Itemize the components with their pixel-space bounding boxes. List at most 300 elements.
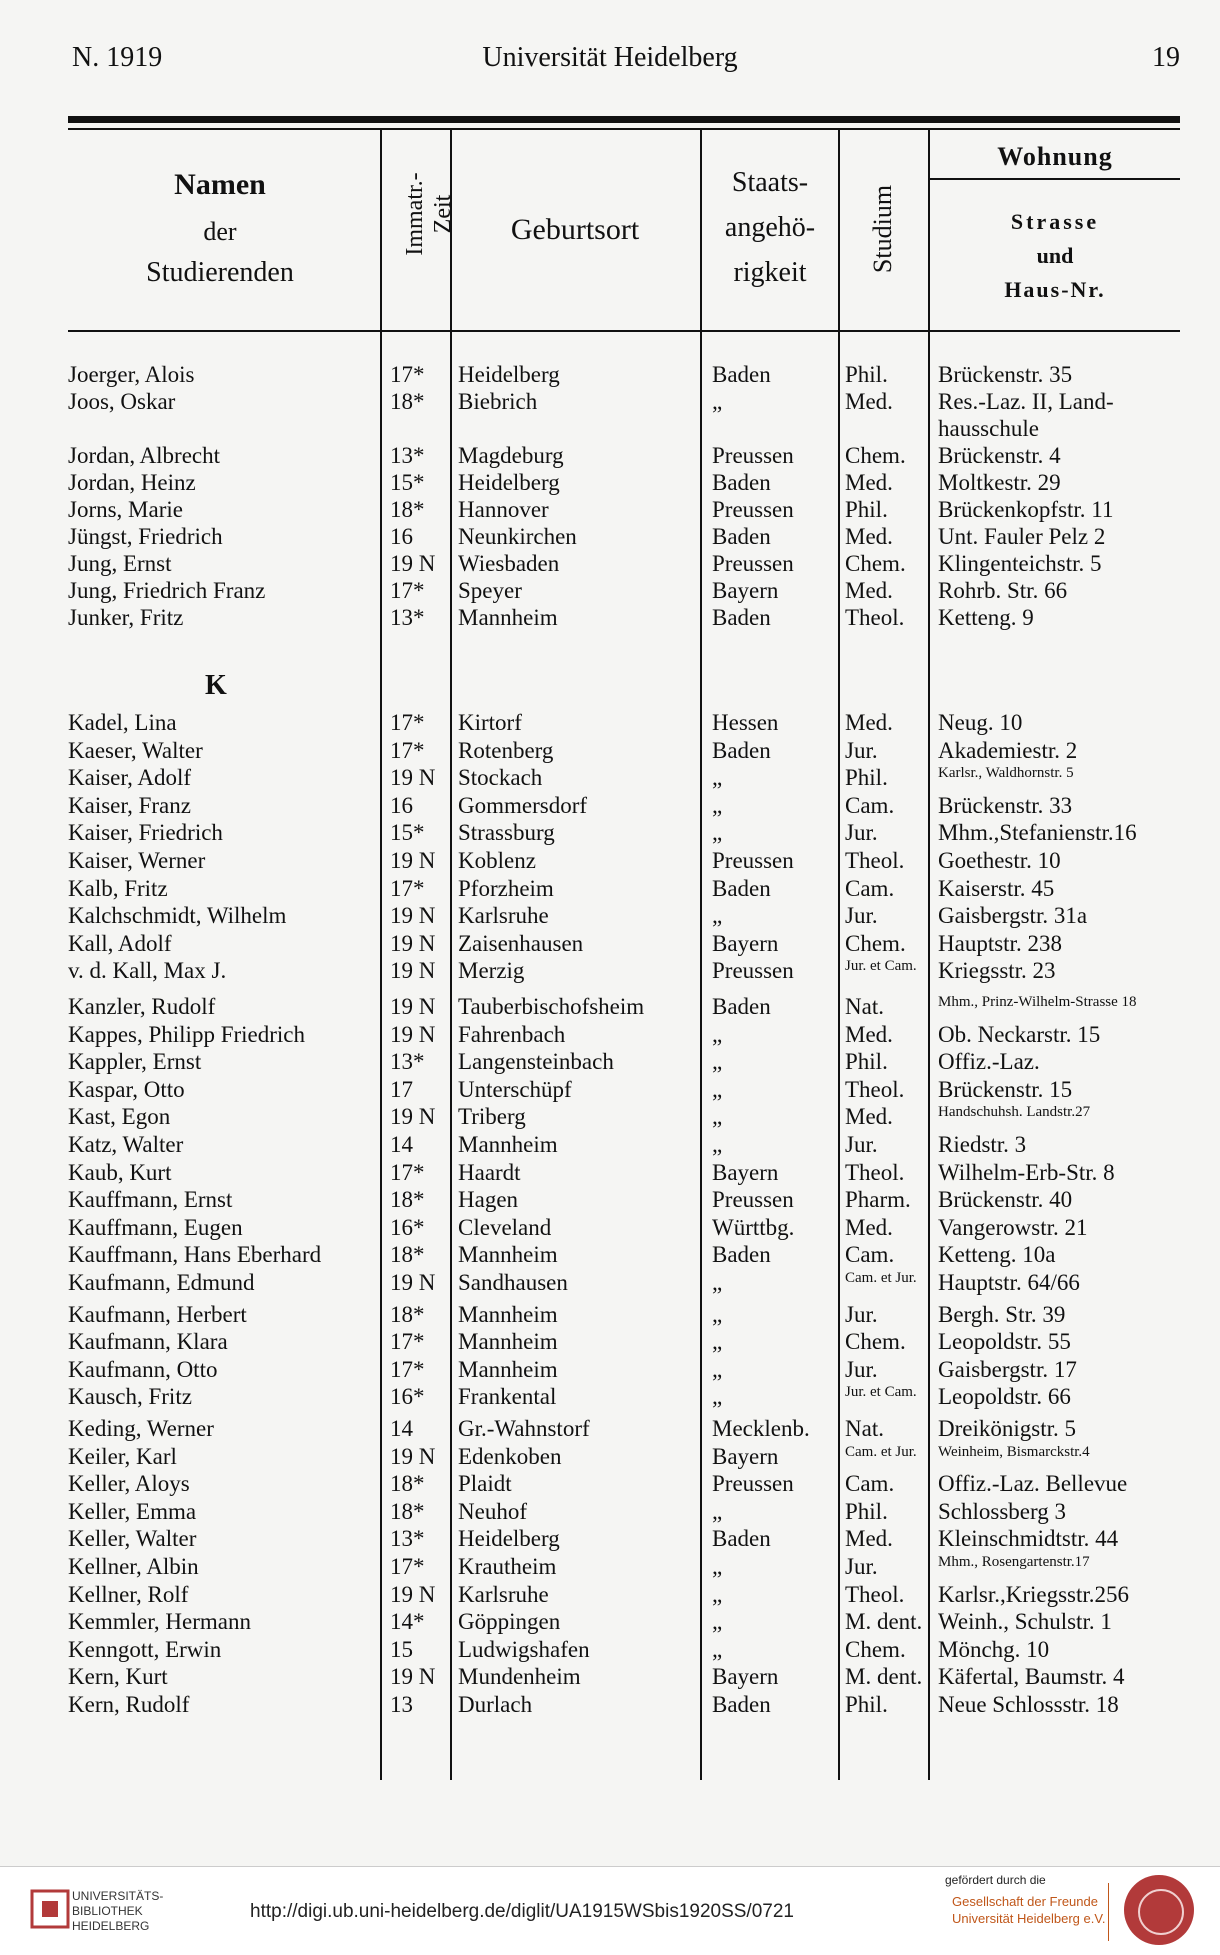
cell-staat: Bayern — [712, 1443, 779, 1469]
cell-staat: Bayern — [712, 578, 779, 603]
cell-wohn: Schlossberg 3 — [938, 1498, 1066, 1524]
cell-staat: „ — [712, 765, 723, 791]
cell-wohn: Ob. Neckarstr. 15 — [938, 1021, 1101, 1047]
cell-staat: Hessen — [712, 710, 779, 735]
cell-stud: Jur. et Cam. — [845, 1384, 917, 1401]
top-rule-thick — [68, 116, 1180, 123]
cell-stud: Med. — [845, 1104, 893, 1130]
cell-staat: Preussen — [712, 443, 794, 468]
cell-stud: Cam. — [845, 875, 895, 901]
cell-zeit: 13* — [390, 443, 425, 468]
cell-staat: Baden — [712, 1242, 771, 1268]
col-divider — [380, 130, 382, 1780]
cell-wohn: Rohrb. Str. 66 — [938, 578, 1068, 603]
cell-name: v. d. Kall, Max J. — [68, 958, 227, 984]
cell-zeit: 13* — [390, 605, 425, 630]
cell-name: Jung, Friedrich Franz — [68, 578, 266, 603]
cell-staat: „ — [712, 820, 723, 846]
header-bottom-rule — [68, 330, 1180, 332]
cell-ort: Mannheim — [458, 1329, 558, 1355]
cell-wohn: Kaiserstr. 45 — [938, 875, 1055, 901]
cell-zeit: 19 N — [390, 994, 436, 1019]
cell-staat: Baden — [712, 524, 771, 549]
cell-ort: Langensteinbach — [458, 1049, 614, 1075]
cell-zeit: 19 N — [390, 1581, 436, 1607]
col-header-zeit-2: Zeit — [430, 194, 456, 234]
col-divider — [450, 130, 452, 1780]
col-divider — [838, 130, 840, 1780]
col-divider — [700, 130, 702, 1780]
cell-ort: Heidelberg — [458, 362, 560, 387]
cell-name: Kenngott, Erwin — [68, 1636, 222, 1662]
col-header-strasse-1: Strasse — [1010, 209, 1100, 234]
cell-ort: Mannheim — [458, 1356, 558, 1382]
cell-name: Kaiser, Friedrich — [68, 820, 223, 846]
source-url-link[interactable]: http://digi.ub.uni-heidelberg.de/diglit/UA1915WSbis1920SS/0721 — [250, 1901, 794, 1922]
library-name — [72, 1889, 163, 1934]
cell-zeit: 19 N — [390, 1021, 436, 1047]
section-letter: K — [205, 670, 227, 701]
cell-stud: Med. — [845, 1526, 893, 1552]
cell-stud: Cam. — [845, 792, 895, 818]
cell-zeit: 17* — [390, 362, 425, 387]
cell-zeit: 17* — [390, 1554, 425, 1579]
cell-ort: Göppingen — [458, 1609, 561, 1635]
cell-wohn: Mhm.,Stefanienstr.16 — [938, 820, 1137, 846]
cell-wohn: Riedstr. 3 — [938, 1132, 1027, 1157]
cell-wohn: Ketteng. 10a — [938, 1242, 1056, 1268]
cell-staat: „ — [712, 1049, 723, 1075]
cell-name: Kaufmann, Otto — [68, 1356, 218, 1382]
col-header-strasse-2: und — [1036, 243, 1074, 268]
cell-zeit: 15 — [390, 1636, 413, 1662]
cell-name: Kappler, Ernst — [68, 1049, 202, 1075]
cell-name: Kaub, Kurt — [68, 1159, 172, 1185]
cell-zeit: 14 — [390, 1416, 413, 1441]
cell-stud: M. dent. — [845, 1609, 923, 1635]
cell-ort: Cleveland — [458, 1214, 552, 1240]
cell-zeit: 17* — [390, 1329, 425, 1355]
cell-staat: Preussen — [712, 1471, 794, 1497]
cell-wohn: Klingenteichstr. 5 — [938, 551, 1102, 576]
cell-zeit: 18* — [390, 1187, 425, 1213]
cell-stud: Med. — [845, 1214, 893, 1240]
cell-ort: Sandhausen — [458, 1270, 568, 1295]
cell-ort: Mundenheim — [458, 1664, 581, 1690]
cell-stud: Cam. — [845, 1242, 895, 1268]
cell-staat: Baden — [712, 994, 771, 1019]
cell-stud: Phil. — [845, 362, 888, 387]
cell-staat: Preussen — [712, 551, 794, 576]
cell-zeit: 19 N — [390, 1104, 436, 1130]
cell-ort: Karlsruhe — [458, 903, 549, 929]
cell-zeit: 16* — [390, 1214, 425, 1240]
cell-zeit: 19 N — [390, 848, 436, 873]
cell-zeit: 15* — [390, 470, 425, 495]
cell-staat: Bayern — [712, 1159, 779, 1185]
society-name — [952, 1893, 1105, 1927]
cell-name: Kauffmann, Eugen — [68, 1214, 243, 1240]
cell-staat: „ — [712, 1384, 723, 1410]
cell-zeit: 19 N — [390, 930, 436, 956]
supported-by-text: gefördert durch die — [945, 1873, 1046, 1887]
cell-stud: Jur. — [845, 1554, 878, 1579]
cell-wohn: Wilhelm-Erb-Str. 8 — [938, 1159, 1115, 1185]
cell-wohn: Mhm., Rosengartenstr.17 — [938, 1554, 1090, 1570]
cell-staat: Baden — [712, 362, 771, 387]
cell-ort: Haardt — [458, 1159, 521, 1185]
cell-ort: Kirtorf — [458, 710, 522, 735]
cell-wohn: Brückenstr. 15 — [938, 1076, 1073, 1102]
cell-staat: „ — [712, 1132, 723, 1157]
cell-zeit: 17* — [390, 1159, 425, 1185]
cell-staat: Baden — [712, 1526, 771, 1552]
cell-ort: Zaisenhausen — [458, 930, 584, 956]
cell-staat: „ — [712, 1498, 723, 1524]
cell-name: Kellner, Albin — [68, 1554, 199, 1579]
cell-stud: Phil. — [845, 497, 888, 522]
cell-ort: Pforzheim — [458, 875, 554, 901]
cell-ort: Speyer — [458, 578, 522, 603]
cell-ort: Gommersdorf — [458, 792, 588, 818]
cell-wohn: Offiz.-Laz. — [938, 1049, 1040, 1075]
cell-stud: M. dent. — [845, 1664, 923, 1690]
cell-stud: Phil. — [845, 765, 888, 791]
cell-ort: Hannover — [458, 497, 549, 522]
cell-zeit: 19 N — [390, 551, 436, 576]
cell-wohn: Kleinschmidtstr. 44 — [938, 1526, 1119, 1552]
cell-wohn: Bergh. Str. 39 — [938, 1301, 1066, 1327]
cell-stud: Theol. — [845, 1076, 905, 1102]
cell-zeit: 19 N — [390, 903, 436, 929]
cell-wohn: hausschule — [938, 416, 1039, 441]
cell-staat: Baden — [712, 470, 771, 495]
top-rule-thin — [68, 128, 1180, 130]
cell-ort: Frankental — [458, 1384, 557, 1410]
cell-stud: Phil. — [845, 1049, 888, 1075]
cell-stud: Theol. — [845, 1159, 905, 1185]
cell-wohn: Weinheim, Bismarckstr.4 — [938, 1443, 1090, 1460]
cell-zeit: 13* — [390, 1049, 425, 1075]
cell-name: Jüngst, Friedrich — [68, 524, 223, 549]
cell-stud: Cam. et Jur. — [845, 1443, 917, 1460]
cell-name: Jorns, Marie — [68, 497, 183, 522]
cell-staat: „ — [712, 903, 723, 929]
cell-stud: Jur. — [845, 737, 878, 763]
cell-zeit: 14* — [390, 1609, 425, 1635]
cell-ort: Hagen — [458, 1187, 519, 1213]
society-name-line: Gesellschaft der Freunde — [952, 1894, 1098, 1909]
col-header-staat-1: Staats- — [731, 167, 809, 198]
cell-staat: „ — [712, 1581, 723, 1607]
cell-stud: Jur. — [845, 903, 878, 929]
cell-stud: Chem. — [845, 1636, 906, 1662]
cell-name: Kaeser, Walter — [68, 737, 203, 763]
footer-bar — [0, 1866, 1220, 1955]
cell-staat: „ — [712, 389, 723, 414]
cell-name: Kaiser, Werner — [68, 848, 206, 873]
cell-ort: Biebrich — [458, 389, 538, 414]
cell-wohn: Neug. 10 — [938, 710, 1023, 735]
cell-name: Keiler, Karl — [68, 1443, 177, 1469]
cell-zeit: 19 N — [390, 1270, 436, 1295]
library-name-line: BIBLIOTHEK — [72, 1904, 143, 1918]
cell-staat: Preussen — [712, 497, 794, 522]
cell-wohn: Handschuhsh. Landstr.27 — [938, 1104, 1091, 1121]
cell-wohn: Brückenstr. 35 — [938, 362, 1073, 387]
cell-stud: Med. — [845, 578, 893, 603]
cell-name: Kauffmann, Hans Eberhard — [68, 1242, 322, 1268]
cell-ort: Mannheim — [458, 1242, 558, 1268]
cell-wohn: Goethestr. 10 — [938, 848, 1061, 873]
cell-zeit: 19 N — [390, 1443, 436, 1469]
cell-wohn: Res.-Laz. II, Land- — [938, 389, 1114, 414]
col-header-namen-2: der — [203, 217, 237, 246]
cell-zeit: 18* — [390, 1498, 425, 1524]
cell-wohn: Neue Schlossstr. 18 — [938, 1692, 1119, 1717]
cell-wohn: Ketteng. 9 — [938, 605, 1034, 630]
cell-stud: Theol. — [845, 605, 905, 630]
col-header-staat-3: rigkeit — [733, 257, 807, 288]
cell-zeit: 19 N — [390, 765, 436, 791]
cell-wohn: Brückenstr. 33 — [938, 792, 1073, 818]
cell-wohn: Kriegsstr. 23 — [938, 958, 1056, 984]
cell-ort: Mannheim — [458, 1132, 558, 1157]
cell-name: Kaiser, Adolf — [68, 765, 191, 791]
cell-stud: Theol. — [845, 1581, 905, 1607]
cell-stud: Cam. et Jur. — [845, 1270, 917, 1286]
cell-staat: Bayern — [712, 1664, 779, 1690]
cell-ort: Edenkoben — [458, 1443, 562, 1469]
cell-name: Kellner, Rolf — [68, 1581, 189, 1607]
cell-staat: Preussen — [712, 958, 794, 984]
cell-staat: „ — [712, 1329, 723, 1355]
cell-staat: Bayern — [712, 930, 779, 956]
cell-name: Kalchschmidt, Wilhelm — [68, 903, 287, 929]
cell-name: Kappes, Philipp Friedrich — [68, 1021, 305, 1047]
cell-stud: Med. — [845, 389, 893, 414]
cell-ort: Triberg — [458, 1104, 526, 1130]
cell-stud: Jur. et Cam. — [845, 958, 917, 975]
cell-staat: Preussen — [712, 848, 794, 873]
cell-ort: Stockach — [458, 765, 543, 791]
col-header-namen-3: Studierenden — [146, 257, 294, 288]
cell-wohn: Gaisbergstr. 17 — [938, 1356, 1077, 1382]
cell-ort: Plaidt — [458, 1471, 512, 1497]
cell-name: Katz, Walter — [68, 1132, 184, 1157]
cell-stud: Theol. — [845, 848, 905, 873]
header-left: N. 1919 — [72, 42, 163, 73]
cell-stud: Pharm. — [845, 1187, 911, 1213]
cell-zeit: 17* — [390, 737, 425, 763]
cell-name: Jordan, Albrecht — [68, 443, 221, 468]
cell-ort: Heidelberg — [458, 1526, 560, 1552]
cell-wohn: Moltkestr. 29 — [938, 470, 1061, 495]
col-header-studium: Studium — [868, 184, 897, 274]
cell-ort: Neuhof — [458, 1498, 527, 1524]
cell-stud: Med. — [845, 710, 893, 735]
cell-wohn: Vangerowstr. 21 — [938, 1214, 1088, 1240]
cell-ort: Koblenz — [458, 848, 536, 873]
cell-wohn: Offiz.-Laz. Bellevue — [938, 1471, 1128, 1497]
cell-zeit: 18* — [390, 1242, 425, 1268]
cell-wohn: Dreikönigstr. 5 — [938, 1416, 1076, 1441]
cell-name: Jordan, Heinz — [68, 470, 196, 495]
cell-staat: Baden — [712, 875, 771, 901]
cell-staat: „ — [712, 1636, 723, 1662]
cell-staat: „ — [712, 1270, 723, 1295]
cell-wohn: Mönchg. 10 — [938, 1636, 1050, 1662]
cell-name: Kemmler, Hermann — [68, 1609, 252, 1635]
cell-name: Kanzler, Rudolf — [68, 994, 216, 1019]
header-title: Universität Heidelberg — [482, 42, 738, 73]
cell-stud: Jur. — [845, 1132, 878, 1157]
cell-zeit: 17* — [390, 875, 425, 901]
cell-wohn: Leopoldstr. 66 — [938, 1384, 1071, 1410]
cell-wohn: Akademiestr. 2 — [938, 737, 1078, 763]
cell-staat: Preussen — [712, 1187, 794, 1213]
cell-zeit: 17* — [390, 710, 425, 735]
cell-name: Kall, Adolf — [68, 930, 172, 956]
cell-wohn: Karlsr.,Kriegsstr.256 — [938, 1581, 1130, 1607]
col-header-zeit-1: Immatr.- — [402, 172, 428, 256]
cell-stud: Jur. — [845, 1301, 878, 1327]
cell-zeit: 13* — [390, 1526, 425, 1552]
cell-stud: Chem. — [845, 443, 906, 468]
cell-zeit: 16 — [390, 524, 413, 549]
cell-name: Keller, Walter — [68, 1526, 197, 1552]
cell-wohn: Mhm., Prinz-Wilhelm-Strasse 18 — [938, 994, 1137, 1010]
cell-stud: Chem. — [845, 551, 906, 576]
cell-name: Kausch, Fritz — [68, 1384, 192, 1410]
cell-wohn: Gaisbergstr. 31a — [938, 903, 1088, 929]
cell-staat: Württbg. — [712, 1214, 795, 1240]
cell-zeit: 19 N — [390, 958, 436, 984]
library-name-line: HEIDELBERG — [72, 1919, 150, 1933]
cell-staat: „ — [712, 792, 723, 818]
cell-name: Junker, Fritz — [68, 605, 184, 630]
cell-zeit: 18* — [390, 1471, 425, 1497]
cell-name: Keller, Emma — [68, 1498, 197, 1524]
cell-staat: „ — [712, 1609, 723, 1635]
cell-name: Kaiser, Franz — [68, 792, 191, 818]
cell-stud: Nat. — [845, 994, 884, 1019]
cell-ort: Durlach — [458, 1692, 533, 1717]
cell-staat: Baden — [712, 605, 771, 630]
cell-staat: „ — [712, 1554, 723, 1579]
cell-ort: Neunkirchen — [458, 524, 577, 549]
cell-staat: „ — [712, 1301, 723, 1327]
cell-ort: Heidelberg — [458, 470, 560, 495]
cell-staat: „ — [712, 1104, 723, 1130]
cell-wohn: Hauptstr. 238 — [938, 930, 1062, 956]
cell-staat: Baden — [712, 1692, 771, 1717]
cell-staat: Baden — [712, 737, 771, 763]
cell-wohn: Weinh., Schulstr. 1 — [938, 1609, 1112, 1635]
cell-ort: Rotenberg — [458, 737, 554, 763]
cell-name: Kaufmann, Herbert — [68, 1301, 247, 1327]
cell-stud: Med. — [845, 524, 893, 549]
cell-zeit: 17* — [390, 1356, 425, 1382]
cell-zeit: 18* — [390, 497, 425, 522]
cell-zeit: 16 — [390, 792, 413, 818]
cell-wohn: Leopoldstr. 55 — [938, 1329, 1071, 1355]
cell-stud: Chem. — [845, 930, 906, 956]
cell-ort: Magdeburg — [458, 443, 564, 468]
cell-wohn: Brückenkopfstr. 11 — [938, 497, 1114, 522]
cell-zeit: 15* — [390, 820, 425, 846]
cell-ort: Mannheim — [458, 1301, 558, 1327]
page-header — [0, 42, 1220, 82]
cell-stud: Phil. — [845, 1498, 888, 1524]
cell-ort: Tauberbischofsheim — [458, 994, 645, 1019]
cell-name: Kaufmann, Klara — [68, 1329, 228, 1355]
cell-stud: Jur. — [845, 1356, 878, 1382]
cell-ort: Karlsruhe — [458, 1581, 549, 1607]
col-header-namen-1: Namen — [174, 168, 266, 201]
cell-wohn: Unt. Fauler Pelz 2 — [938, 524, 1106, 549]
cell-wohn: Karlsr., Waldhornstr. 5 — [938, 765, 1074, 782]
cell-zeit: 14 — [390, 1132, 413, 1157]
cell-zeit: 16* — [390, 1384, 425, 1410]
page-number: 19 — [1152, 42, 1180, 73]
cell-ort: Krautheim — [458, 1554, 557, 1579]
cell-zeit: 18* — [390, 389, 425, 414]
col-header-geburtsort: Geburtsort — [510, 213, 640, 246]
col-header-strasse-3: Haus-Nr. — [1004, 277, 1106, 302]
cell-ort: Wiesbaden — [458, 551, 560, 576]
library-logo-icon — [30, 1887, 70, 1931]
cell-name: Kern, Kurt — [68, 1664, 168, 1690]
cell-name: Kaufmann, Edmund — [68, 1270, 255, 1295]
cell-wohn: Käfertal, Baumstr. 4 — [938, 1664, 1125, 1690]
cell-stud: Nat. — [845, 1416, 884, 1441]
wohnung-rule — [930, 178, 1180, 180]
cell-zeit: 17 — [390, 1076, 413, 1102]
cell-stud: Phil. — [845, 1692, 888, 1717]
cell-name: Jung, Ernst — [68, 551, 172, 576]
col-divider — [928, 130, 930, 1780]
cell-name: Kalb, Fritz — [68, 875, 168, 901]
cell-stud: Med. — [845, 1021, 893, 1047]
cell-wohn: Hauptstr. 64/66 — [938, 1270, 1080, 1295]
cell-name: Kast, Egon — [68, 1104, 171, 1130]
cell-staat: „ — [712, 1076, 723, 1102]
cell-name: Kern, Rudolf — [68, 1692, 190, 1717]
cell-zeit: 18* — [390, 1301, 425, 1327]
cell-name: Keding, Werner — [68, 1416, 214, 1441]
col-header-staat-2: angehö- — [724, 212, 816, 243]
col-header-wohnung: Wohnung — [997, 142, 1113, 171]
cell-name: Kaspar, Otto — [68, 1076, 185, 1102]
university-seal-inner-icon — [1138, 1889, 1184, 1935]
cell-ort: Fahrenbach — [458, 1021, 566, 1047]
cell-wohn: Brückenstr. 4 — [938, 443, 1061, 468]
cell-ort: Ludwigshafen — [458, 1636, 590, 1662]
cell-ort: Gr.-Wahnstorf — [458, 1416, 590, 1441]
cell-ort: Strassburg — [458, 820, 555, 846]
cell-name: Kauffmann, Ernst — [68, 1187, 233, 1213]
cell-name: Kadel, Lina — [68, 710, 177, 735]
cell-wohn: Brückenstr. 40 — [938, 1187, 1073, 1213]
cell-name: Joerger, Alois — [68, 362, 195, 387]
cell-stud: Cam. — [845, 1471, 895, 1497]
cell-name: Joos, Oskar — [68, 389, 176, 414]
cell-staat: „ — [712, 1356, 723, 1382]
cell-zeit: 13 — [390, 1692, 413, 1717]
cell-stud: Med. — [845, 470, 893, 495]
cell-stud: Jur. — [845, 820, 878, 846]
